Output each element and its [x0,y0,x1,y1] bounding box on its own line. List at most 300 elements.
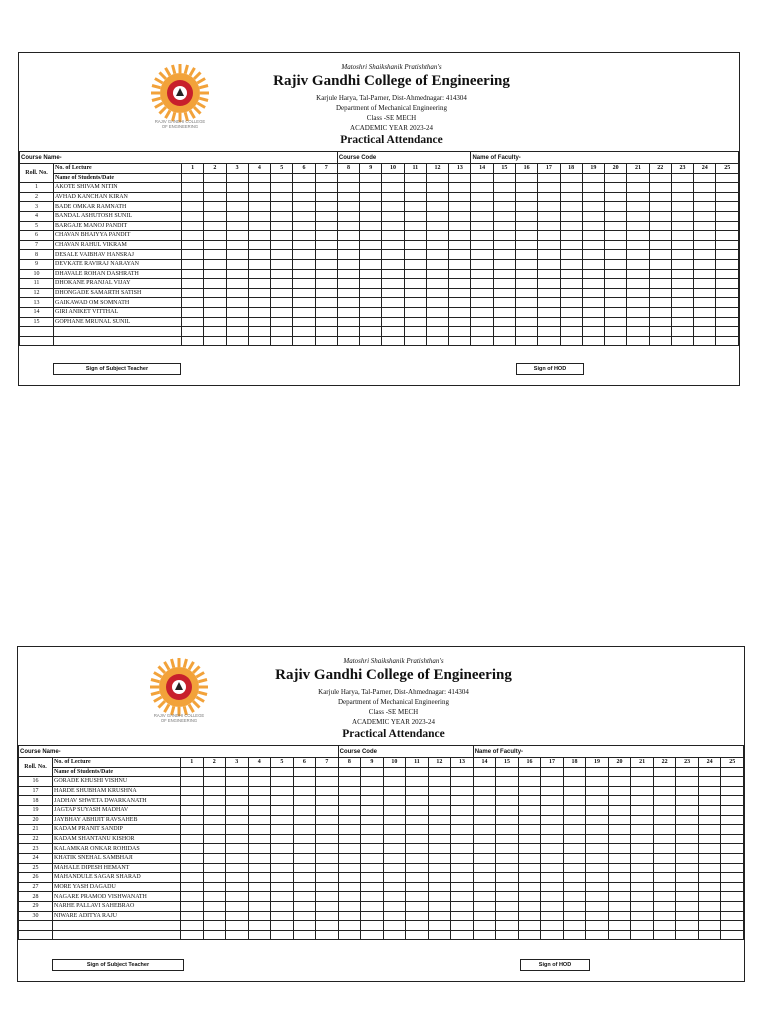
attendance-cell[interactable] [563,930,586,940]
attendance-cell[interactable] [605,298,627,308]
attendance-cell[interactable] [676,796,699,806]
attendance-cell[interactable] [293,250,315,260]
attendance-cell[interactable] [428,863,451,873]
attendance-cell[interactable] [316,882,339,892]
attendance-cell[interactable] [271,815,294,825]
attendance-cell[interactable] [337,240,359,250]
attendance-cell[interactable] [608,834,631,844]
attendance-cell[interactable] [271,796,294,806]
attendance-cell[interactable] [248,786,271,796]
attendance-cell[interactable] [676,825,699,835]
attendance-cell[interactable] [586,825,609,835]
attendance-cell[interactable] [538,298,560,308]
attendance-cell[interactable] [560,211,582,221]
attendance-cell[interactable] [404,327,426,337]
attendance-cell[interactable] [538,307,560,317]
attendance-cell[interactable] [676,882,699,892]
attendance-cell[interactable] [586,930,609,940]
attendance-cell[interactable] [451,805,474,815]
attendance-cell[interactable] [226,288,248,298]
attendance-cell[interactable] [451,825,474,835]
attendance-cell[interactable] [451,815,474,825]
attendance-cell[interactable] [338,863,361,873]
attendance-cell[interactable] [426,327,448,337]
attendance-cell[interactable] [361,853,384,863]
attendance-cell[interactable] [608,892,631,902]
attendance-cell[interactable] [471,202,493,212]
attendance-cell[interactable] [471,307,493,317]
attendance-cell[interactable] [406,921,429,931]
attendance-cell[interactable] [338,767,361,777]
attendance-cell[interactable] [586,921,609,931]
attendance-cell[interactable] [694,259,716,269]
attendance-cell[interactable] [608,805,631,815]
attendance-cell[interactable] [694,192,716,202]
attendance-cell[interactable] [271,250,293,260]
attendance-cell[interactable] [586,777,609,787]
attendance-cell[interactable] [315,327,337,337]
attendance-cell[interactable] [496,796,519,806]
attendance-cell[interactable] [406,834,429,844]
attendance-cell[interactable] [582,192,604,202]
attendance-cell[interactable] [721,892,744,902]
attendance-cell[interactable] [698,767,721,777]
attendance-cell[interactable] [428,777,451,787]
attendance-cell[interactable] [451,873,474,883]
attendance-cell[interactable] [181,873,204,883]
attendance-cell[interactable] [518,844,541,854]
attendance-cell[interactable] [271,853,294,863]
attendance-cell[interactable] [451,863,474,873]
attendance-cell[interactable] [716,298,739,308]
attendance-cell[interactable] [315,192,337,202]
attendance-cell[interactable] [182,250,204,260]
attendance-cell[interactable] [721,786,744,796]
attendance-cell[interactable] [382,307,404,317]
attendance-cell[interactable] [271,921,294,931]
attendance-cell[interactable] [226,173,248,183]
attendance-cell[interactable] [653,767,676,777]
attendance-cell[interactable] [426,317,448,327]
attendance-cell[interactable] [671,259,693,269]
attendance-cell[interactable] [426,279,448,289]
attendance-cell[interactable] [631,786,654,796]
attendance-cell[interactable] [586,834,609,844]
attendance-cell[interactable] [226,240,248,250]
attendance-cell[interactable] [271,767,294,777]
attendance-cell[interactable] [721,901,744,911]
attendance-cell[interactable] [586,796,609,806]
attendance-cell[interactable] [204,317,226,327]
attendance-cell[interactable] [541,901,564,911]
attendance-cell[interactable] [698,873,721,883]
attendance-cell[interactable] [449,327,471,337]
attendance-cell[interactable] [653,844,676,854]
attendance-cell[interactable] [316,815,339,825]
attendance-cell[interactable] [382,288,404,298]
attendance-cell[interactable] [563,834,586,844]
attendance-cell[interactable] [316,863,339,873]
attendance-cell[interactable] [471,221,493,231]
attendance-cell[interactable] [404,298,426,308]
attendance-cell[interactable] [293,882,316,892]
attendance-cell[interactable] [541,777,564,787]
attendance-cell[interactable] [694,298,716,308]
attendance-cell[interactable] [404,173,426,183]
attendance-cell[interactable] [631,796,654,806]
attendance-cell[interactable] [653,882,676,892]
attendance-cell[interactable] [360,231,382,241]
attendance-cell[interactable] [315,279,337,289]
attendance-cell[interactable] [582,307,604,317]
attendance-cell[interactable] [382,279,404,289]
attendance-cell[interactable] [605,192,627,202]
attendance-cell[interactable] [496,892,519,902]
attendance-cell[interactable] [315,288,337,298]
attendance-cell[interactable] [404,250,426,260]
attendance-cell[interactable] [515,259,537,269]
attendance-cell[interactable] [182,240,204,250]
attendance-cell[interactable] [649,307,671,317]
attendance-cell[interactable] [451,796,474,806]
attendance-cell[interactable] [631,844,654,854]
attendance-cell[interactable] [204,298,226,308]
attendance-cell[interactable] [382,298,404,308]
attendance-cell[interactable] [204,327,226,337]
attendance-cell[interactable] [676,777,699,787]
attendance-cell[interactable] [428,844,451,854]
attendance-cell[interactable] [563,767,586,777]
attendance-cell[interactable] [293,259,315,269]
attendance-cell[interactable] [698,796,721,806]
attendance-cell[interactable] [493,192,515,202]
attendance-cell[interactable] [586,901,609,911]
attendance-cell[interactable] [605,240,627,250]
attendance-cell[interactable] [721,805,744,815]
attendance-cell[interactable] [473,786,496,796]
attendance-cell[interactable] [473,901,496,911]
attendance-cell[interactable] [496,921,519,931]
attendance-cell[interactable] [404,202,426,212]
attendance-cell[interactable] [338,901,361,911]
attendance-cell[interactable] [582,173,604,183]
attendance-cell[interactable] [449,240,471,250]
attendance-cell[interactable] [203,786,226,796]
attendance-cell[interactable] [496,901,519,911]
attendance-cell[interactable] [541,844,564,854]
attendance-cell[interactable] [426,259,448,269]
attendance-cell[interactable] [515,250,537,260]
attendance-cell[interactable] [248,882,271,892]
attendance-cell[interactable] [671,298,693,308]
attendance-cell[interactable] [337,221,359,231]
attendance-cell[interactable] [337,269,359,279]
attendance-cell[interactable] [605,327,627,337]
attendance-cell[interactable] [337,327,359,337]
attendance-cell[interactable] [428,911,451,921]
attendance-cell[interactable] [698,825,721,835]
attendance-cell[interactable] [360,317,382,327]
attendance-cell[interactable] [337,183,359,193]
attendance-cell[interactable] [518,882,541,892]
attendance-cell[interactable] [338,853,361,863]
attendance-cell[interactable] [496,911,519,921]
attendance-cell[interactable] [605,279,627,289]
attendance-cell[interactable] [248,183,270,193]
attendance-cell[interactable] [716,202,739,212]
attendance-cell[interactable] [271,844,294,854]
attendance-cell[interactable] [360,173,382,183]
attendance-cell[interactable] [181,815,204,825]
attendance-cell[interactable] [698,863,721,873]
attendance-cell[interactable] [493,317,515,327]
attendance-cell[interactable] [271,259,293,269]
attendance-cell[interactable] [653,777,676,787]
attendance-cell[interactable] [203,767,226,777]
attendance-cell[interactable] [449,298,471,308]
attendance-cell[interactable] [406,796,429,806]
attendance-cell[interactable] [293,240,315,250]
attendance-cell[interactable] [496,767,519,777]
attendance-cell[interactable] [541,796,564,806]
attendance-cell[interactable] [204,192,226,202]
attendance-cell[interactable] [627,307,649,317]
attendance-cell[interactable] [608,901,631,911]
attendance-cell[interactable] [426,250,448,260]
attendance-cell[interactable] [204,307,226,317]
attendance-cell[interactable] [496,844,519,854]
attendance-cell[interactable] [582,221,604,231]
attendance-cell[interactable] [449,183,471,193]
attendance-cell[interactable] [316,853,339,863]
attendance-cell[interactable] [293,192,315,202]
attendance-cell[interactable] [226,279,248,289]
attendance-cell[interactable] [449,259,471,269]
attendance-cell[interactable] [676,892,699,902]
attendance-cell[interactable] [248,834,271,844]
attendance-cell[interactable] [406,844,429,854]
attendance-cell[interactable] [473,844,496,854]
attendance-cell[interactable] [248,873,271,883]
attendance-cell[interactable] [560,173,582,183]
attendance-cell[interactable] [316,892,339,902]
attendance-cell[interactable] [560,221,582,231]
attendance-cell[interactable] [698,921,721,931]
attendance-cell[interactable] [582,240,604,250]
attendance-cell[interactable] [721,825,744,835]
attendance-cell[interactable] [203,911,226,921]
attendance-cell[interactable] [271,231,293,241]
attendance-cell[interactable] [360,298,382,308]
attendance-cell[interactable] [316,921,339,931]
attendance-cell[interactable] [383,767,406,777]
attendance-cell[interactable] [631,767,654,777]
attendance-cell[interactable] [293,892,316,902]
attendance-cell[interactable] [560,250,582,260]
attendance-cell[interactable] [471,288,493,298]
attendance-cell[interactable] [338,873,361,883]
attendance-cell[interactable] [694,202,716,212]
attendance-cell[interactable] [271,298,293,308]
attendance-cell[interactable] [226,844,249,854]
attendance-cell[interactable] [203,882,226,892]
attendance-cell[interactable] [608,882,631,892]
attendance-cell[interactable] [471,269,493,279]
attendance-cell[interactable] [541,930,564,940]
attendance-cell[interactable] [676,921,699,931]
attendance-cell[interactable] [493,240,515,250]
attendance-cell[interactable] [203,796,226,806]
attendance-cell[interactable] [605,202,627,212]
attendance-cell[interactable] [271,327,293,337]
attendance-cell[interactable] [181,844,204,854]
attendance-cell[interactable] [338,921,361,931]
attendance-cell[interactable] [428,805,451,815]
attendance-cell[interactable] [316,786,339,796]
attendance-cell[interactable] [649,288,671,298]
attendance-cell[interactable] [671,279,693,289]
attendance-cell[interactable] [649,279,671,289]
attendance-cell[interactable] [404,240,426,250]
attendance-cell[interactable] [337,288,359,298]
attendance-cell[interactable] [694,307,716,317]
attendance-cell[interactable] [721,834,744,844]
attendance-cell[interactable] [716,221,739,231]
attendance-cell[interactable] [338,834,361,844]
attendance-cell[interactable] [248,192,270,202]
attendance-cell[interactable] [608,844,631,854]
attendance-cell[interactable] [248,892,271,902]
attendance-cell[interactable] [181,882,204,892]
attendance-cell[interactable] [361,834,384,844]
attendance-cell[interactable] [383,873,406,883]
attendance-cell[interactable] [203,901,226,911]
attendance-cell[interactable] [471,183,493,193]
attendance-cell[interactable] [649,211,671,221]
attendance-cell[interactable] [538,192,560,202]
attendance-cell[interactable] [560,269,582,279]
attendance-cell[interactable] [383,796,406,806]
attendance-cell[interactable] [563,892,586,902]
attendance-cell[interactable] [473,777,496,787]
attendance-cell[interactable] [360,211,382,221]
attendance-cell[interactable] [315,173,337,183]
attendance-cell[interactable] [471,240,493,250]
attendance-cell[interactable] [496,873,519,883]
attendance-cell[interactable] [248,767,271,777]
attendance-cell[interactable] [338,844,361,854]
attendance-cell[interactable] [515,231,537,241]
attendance-cell[interactable] [627,317,649,327]
attendance-cell[interactable] [428,834,451,844]
attendance-cell[interactable] [428,815,451,825]
attendance-cell[interactable] [248,777,271,787]
attendance-cell[interactable] [293,930,316,940]
attendance-cell[interactable] [383,853,406,863]
attendance-cell[interactable] [653,853,676,863]
attendance-cell[interactable] [560,279,582,289]
attendance-cell[interactable] [608,911,631,921]
attendance-cell[interactable] [226,911,249,921]
attendance-cell[interactable] [293,921,316,931]
attendance-cell[interactable] [698,844,721,854]
attendance-cell[interactable] [226,825,249,835]
attendance-cell[interactable] [515,192,537,202]
attendance-cell[interactable] [493,221,515,231]
attendance-cell[interactable] [182,192,204,202]
attendance-cell[interactable] [563,863,586,873]
attendance-cell[interactable] [383,844,406,854]
attendance-cell[interactable] [605,231,627,241]
attendance-cell[interactable] [582,288,604,298]
attendance-cell[interactable] [315,231,337,241]
attendance-cell[interactable] [493,298,515,308]
attendance-cell[interactable] [226,211,248,221]
attendance-cell[interactable] [541,767,564,777]
attendance-cell[interactable] [716,259,739,269]
attendance-cell[interactable] [538,173,560,183]
attendance-cell[interactable] [271,834,294,844]
attendance-cell[interactable] [671,269,693,279]
attendance-cell[interactable] [473,815,496,825]
attendance-cell[interactable] [406,882,429,892]
attendance-cell[interactable] [560,288,582,298]
attendance-cell[interactable] [293,317,315,327]
attendance-cell[interactable] [360,288,382,298]
attendance-cell[interactable] [204,240,226,250]
attendance-cell[interactable] [361,882,384,892]
attendance-cell[interactable] [271,173,293,183]
attendance-cell[interactable] [493,259,515,269]
attendance-cell[interactable] [653,786,676,796]
attendance-cell[interactable] [451,901,474,911]
attendance-cell[interactable] [563,786,586,796]
attendance-cell[interactable] [471,211,493,221]
attendance-cell[interactable] [496,834,519,844]
attendance-cell[interactable] [404,221,426,231]
attendance-cell[interactable] [518,901,541,911]
attendance-cell[interactable] [451,853,474,863]
attendance-cell[interactable] [315,307,337,317]
attendance-cell[interactable] [426,211,448,221]
attendance-cell[interactable] [649,327,671,337]
attendance-cell[interactable] [560,259,582,269]
attendance-cell[interactable] [538,327,560,337]
attendance-cell[interactable] [563,882,586,892]
attendance-cell[interactable] [226,183,248,193]
attendance-cell[interactable] [515,298,537,308]
attendance-cell[interactable] [586,882,609,892]
attendance-cell[interactable] [471,192,493,202]
attendance-cell[interactable] [541,834,564,844]
attendance-cell[interactable] [428,873,451,883]
attendance-cell[interactable] [20,327,54,337]
attendance-cell[interactable] [248,173,270,183]
attendance-cell[interactable] [181,777,204,787]
attendance-cell[interactable] [496,805,519,815]
attendance-cell[interactable] [582,269,604,279]
attendance-cell[interactable] [649,317,671,327]
attendance-cell[interactable] [338,786,361,796]
attendance-cell[interactable] [361,911,384,921]
attendance-cell[interactable] [449,279,471,289]
attendance-cell[interactable] [293,288,315,298]
attendance-cell[interactable] [721,777,744,787]
attendance-cell[interactable] [181,825,204,835]
attendance-cell[interactable] [181,786,204,796]
attendance-cell[interactable] [493,307,515,317]
attendance-cell[interactable] [671,183,693,193]
